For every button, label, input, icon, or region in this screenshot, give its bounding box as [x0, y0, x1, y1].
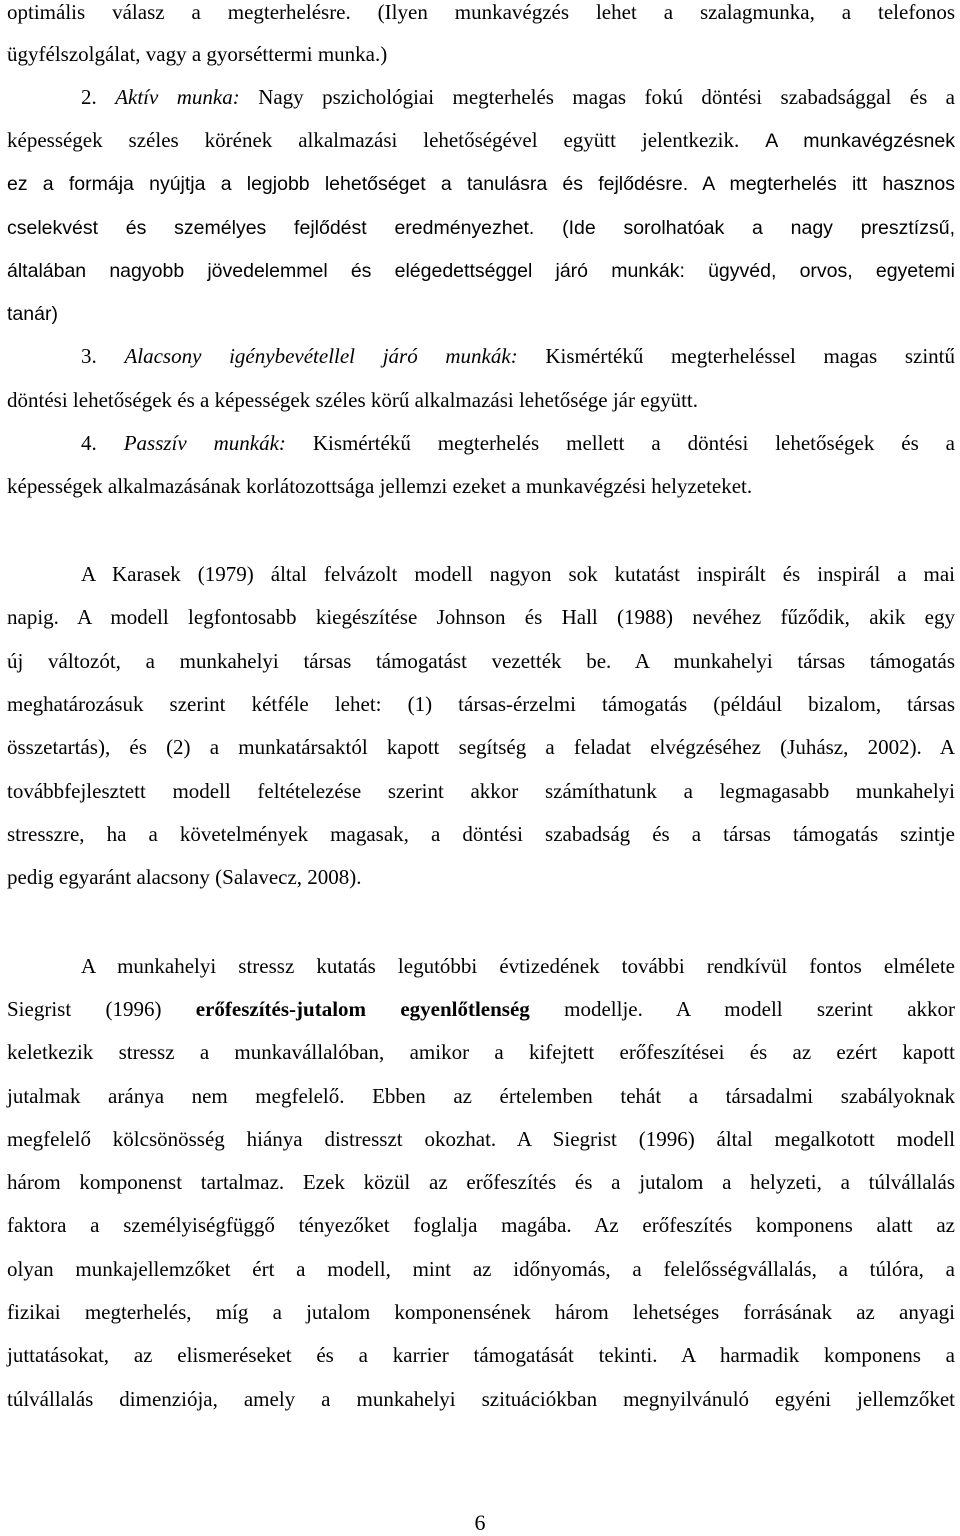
- text-segment: keletkezik stressz a munkavállalóban, amikor a kifejtett erőfeszítései és az ezért kapott: [7, 1040, 955, 1064]
- text-line: [7, 692, 955, 716]
- text-line: [81, 344, 955, 368]
- text-line: [7, 779, 955, 803]
- text-segment: jutalmak aránya nem megfelelő. Ebben az értelemben tehát a társadalmi szabályoknak: [7, 1084, 955, 1108]
- text-line: [7, 605, 955, 629]
- text-segment: pedig egyaránt alacsony (Salavecz, 2008).: [7, 865, 362, 889]
- text-line: [7, 649, 955, 673]
- page-number: 6: [474, 1510, 486, 1535]
- text-segment: képességek széles körének alkalmazási lehetőségével együtt jelentkezik.: [7, 128, 766, 152]
- text-segment: általában nagyobb jövedelemmel és elégedettséggel járó munkák: ügyvéd, orvos, egyetemi: [7, 260, 955, 282]
- text-line: [81, 431, 955, 455]
- text-line: [7, 0, 955, 24]
- text-line: [7, 42, 955, 66]
- text-segment: túlvállalás dimenziója, amely a munkahelyi szituációkban megnyilvánuló egyéni jellemzőket: [7, 1387, 955, 1411]
- text-segment: optimális válasz a megterhelésre. (Ilyen munkavégzés lehet a szalagmunka, a telefonos: [7, 0, 955, 24]
- text-segment: faktora a személyiségfüggő tényezőket foglalja magába. Az erőfeszítés komponens alatt az: [7, 1213, 955, 1237]
- text-line: [7, 822, 955, 846]
- text-segment: A munkavégzésnek: [765, 130, 955, 152]
- italic-term: Alacsony igénybevétellel járó munkák:: [124, 344, 518, 368]
- text-line: [7, 301, 955, 326]
- italic-term: Passzív munkák:: [123, 431, 286, 455]
- text-segment: Siegrist (1996): [7, 997, 196, 1021]
- text-segment: Nagy pszichológiai megterhelés magas fokú döntési szabadsággal és a: [239, 85, 955, 109]
- text-segment: meghatározásuk szerint kétféle lehet: (1) társas-érzelmi támogatás (például bizalom, társas: [7, 692, 955, 716]
- text-line: [7, 1127, 955, 1151]
- text-segment: olyan munkajellemzőket ért a modell, mint az időnyomás, a felelősségvállalás, a túlóra, a: [7, 1257, 955, 1281]
- text-line: [81, 85, 955, 109]
- text-line: [81, 954, 955, 978]
- text-segment: A munkahelyi stressz kutatás legutóbbi évtizedének további rendkívül fontos elmélete: [81, 954, 955, 978]
- text-segment: Kismértékű megterheléssel magas szintű: [517, 344, 956, 368]
- text-segment: cselekvést és személyes fejlődést eredményezhet. (Ide sorolhatóak a nagy presztízsű,: [7, 217, 955, 239]
- bold-term: erőfeszítés-jutalom egyenlőtlenség: [195, 997, 530, 1021]
- text-line: [7, 1084, 955, 1108]
- text-segment: továbbfejlesztett modell feltételezése szerint akkor számíthatunk a legmagasabb munkahelyi: [7, 779, 955, 803]
- text-line: [7, 865, 955, 889]
- text-line: [7, 1170, 955, 1194]
- text-line: [7, 1213, 955, 1237]
- text-segment: Kismértékű megterhelés mellett a döntési lehetőségek és a: [285, 431, 955, 455]
- text-segment: A Karasek (1979) által felvázolt modell nagyon sok kutatást inspirált és inspirál a mai: [81, 562, 955, 586]
- italic-term: Aktív munka:: [115, 85, 240, 109]
- text-segment: ügyfélszolgálat, vagy a gyorséttermi munka.): [7, 42, 388, 66]
- text-segment: 2.: [81, 85, 116, 109]
- text-line: [7, 1300, 955, 1324]
- text-line: [7, 128, 955, 153]
- text-segment: fizikai megterhelés, míg a jutalom komponensének három lehetséges forrásának az anyagi: [7, 1300, 955, 1324]
- text-segment: döntési lehetőségek és a képességek széles körű alkalmazási lehetősége jár együtt.: [7, 388, 698, 412]
- text-segment: 4.: [81, 431, 124, 455]
- text-segment: összetartás), és (2) a munkatársaktól kapott segítség a feladat elvégzéséhez (Juhász, 2002). A: [7, 735, 955, 759]
- text-segment: megfelelő kölcsönösség hiánya distresszt okozhat. A Siegrist (1996) által megalkotott modell: [7, 1127, 955, 1151]
- text-segment: stresszre, ha a követelmények magasak, a döntési szabadság és a társas támogatás szintje: [7, 822, 955, 846]
- text-line: [7, 171, 955, 196]
- text-line: [7, 215, 955, 240]
- text-line: [81, 562, 955, 586]
- text-line: [7, 258, 955, 283]
- text-segment: napig. A modell legfontosabb kiegészítése Johnson és Hall (1988) nevéhez fűződik, akik egy: [7, 605, 955, 629]
- text-segment: 3.: [81, 344, 125, 368]
- text-segment: tanár): [7, 303, 58, 325]
- text-line: [7, 735, 955, 759]
- text-line: [7, 1257, 955, 1281]
- text-line: [7, 1040, 955, 1064]
- text-segment: új változót, a munkahelyi társas támogatást vezették be. A munkahelyi társas támogatás: [7, 649, 955, 673]
- text-segment: három komponenst tartalmaz. Ezek közül az erőfeszítés és a jutalom a helyzeti, a túlvállalás: [7, 1170, 955, 1194]
- text-line: [7, 1343, 955, 1367]
- text-segment: ez a formája nyújtja a legjobb lehetőséget a tanulásra és fejlődésre. A megterhelés itt hasznos: [7, 173, 955, 195]
- text-line: [7, 474, 955, 498]
- text-segment: képességek alkalmazásának korlátozottsága jellemzi ezeket a munkavégzési helyzeteket.: [7, 474, 753, 498]
- text-line: [7, 388, 955, 412]
- text-line: [7, 997, 955, 1021]
- text-line: [7, 1387, 955, 1411]
- text-segment: juttatásokat, az elismeréseket és a karrier támogatását tekinti. A harmadik komponens a: [7, 1343, 955, 1367]
- text-segment: modellje. A modell szerint akkor: [529, 997, 956, 1021]
